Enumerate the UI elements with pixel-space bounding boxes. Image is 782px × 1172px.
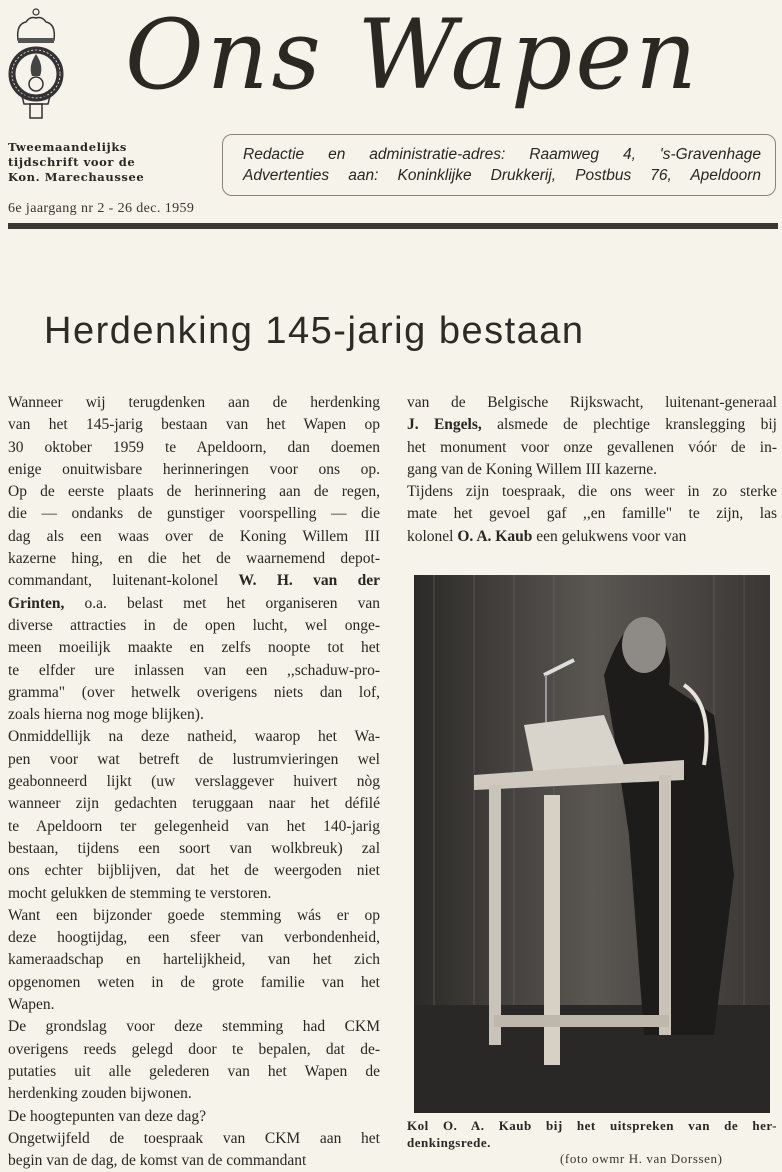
text-line [8, 437, 380, 459]
text-line [407, 414, 777, 436]
text-line [8, 570, 380, 592]
text-segment: gramma" (over hetwelk overigens niets dan lof, [8, 683, 380, 701]
text-line [8, 548, 380, 570]
text-segment: te elfder ure inlassen van een ,,schaduw-pro- [8, 661, 380, 679]
text-line [407, 481, 777, 503]
text-segment: Want een bijzonder goede stemming wás er op [8, 906, 380, 924]
text-segment: commandant, luitenant-kolonel [8, 572, 239, 590]
text-segment: kolonel [407, 527, 458, 545]
photo-credit: (foto owmr H. van Dorssen) [560, 1151, 723, 1166]
text-segment: Onmiddellijk na deze natheid, waarop het Wa- [8, 728, 380, 746]
text-segment: zoals hierna nog moge blijken). [8, 706, 204, 724]
text-segment: mate het gevoel gaf ,,en famille" te zijn, las [407, 505, 777, 523]
text-segment: Wapen. [8, 996, 55, 1014]
text-line [8, 860, 380, 882]
text-line [8, 816, 380, 838]
text-segment: pen voor wat betreft de lustrumvieringen wel [8, 750, 380, 768]
subtitle-line: Kon. Marechaussee [8, 170, 145, 184]
text-line [8, 771, 380, 793]
bold-name: J. Engels, [407, 416, 482, 434]
speaker-photo [414, 575, 770, 1113]
text-segment: kameraadschap en hartelijkheid, van het zich [8, 951, 380, 969]
text-segment: van het 145-jarig bestaan van het Wapen op [8, 416, 380, 434]
text-segment: De grondslag voor deze stemming had CKM [8, 1018, 380, 1036]
text-segment: van de Belgische Rijkswacht, luitenant-generaal [407, 394, 777, 411]
text-line [8, 1039, 380, 1061]
text-segment: Wanneer wij terugdenken aan de herdenking [8, 394, 380, 411]
subtitle-line: tijdschrift voor de [8, 155, 136, 169]
text-segment: enige onuitwisbare herinneringen voor ons op. [8, 460, 380, 478]
text-line [8, 392, 380, 414]
text-line [8, 793, 380, 815]
text-line [8, 927, 380, 949]
text-line [8, 949, 380, 971]
text-line [8, 1150, 380, 1172]
text-segment: een gelukwens voor van [532, 527, 687, 545]
text-line [8, 660, 380, 682]
bold-name: Grinten, [8, 594, 65, 612]
text-line [8, 526, 380, 548]
text-line [8, 593, 380, 615]
text-line [8, 459, 380, 481]
text-line [8, 972, 380, 994]
text-segment: die — ondanks de gunstiger voorspelling — die [8, 505, 380, 523]
text-line [8, 1061, 380, 1083]
text-line [8, 838, 380, 860]
text-line [8, 905, 380, 927]
text-segment: De hoogtepunten van deze dag? [8, 1107, 206, 1125]
text-segment: begin van de dag, de komst van de commandant [8, 1152, 307, 1170]
text-line [407, 392, 777, 414]
text-segment: dag als een waas over de Koning Willem III [8, 527, 380, 545]
address-box [222, 134, 776, 196]
text-line [8, 503, 380, 525]
text-segment: overigens reeds gelegd door te bepalen, dat de- [8, 1040, 380, 1058]
text-line [8, 414, 380, 436]
text-segment: bestaan, tijdens een soort van wolkbreuk) zal [8, 839, 380, 857]
text-segment: opgenomen weten in de grote familie van het [8, 973, 380, 991]
text-segment: o.a. belast met het organiseren van [64, 594, 380, 612]
text-line [8, 637, 380, 659]
text-line [407, 437, 777, 459]
text-line [8, 682, 380, 704]
text-line [8, 994, 380, 1016]
publication-subtitle [8, 140, 208, 185]
text-line [407, 459, 777, 481]
text-segment: Tijdens zijn toespraak, die ons weer in zo sterke [407, 483, 777, 501]
caption-line: denkingsrede. [407, 1135, 491, 1150]
article-title: Herdenking 145-jarig bestaan [44, 310, 585, 352]
text-line [8, 726, 380, 748]
text-line [407, 526, 777, 548]
text-segment: deze hoogtijdag, een sfeer van verbondenheid, [8, 929, 380, 947]
advertising-address: Advertenties aan: Koninklijke Drukkerij, Postbus 76, Apeldoorn [243, 167, 761, 184]
text-line [8, 615, 380, 637]
text-segment: 30 oktober 1959 te Apeldoorn, dan doemen [8, 438, 380, 456]
header-rule [8, 223, 778, 229]
text-segment: Ongetwijfeld de toespraak van CKM aan het [8, 1129, 380, 1147]
text-segment: ons echter bijblijven, dat het de weergoden niet [8, 862, 380, 880]
text-line [8, 1128, 380, 1150]
text-line [8, 1016, 380, 1038]
text-segment: alsmede de plechtige kranslegging bij [481, 416, 777, 434]
text-segment: Op de eerste plaats de herinnering aan de regen, [8, 483, 380, 501]
text-segment: kazerne hing, en die het de waarnemend depot- [8, 550, 380, 568]
subtitle-line: Tweemaandelijks [8, 140, 127, 154]
bold-name: O. A. Kaub [457, 527, 533, 545]
text-segment: te Apeldoorn ter gelegenheid van het 140-jarig [8, 817, 380, 835]
issue-info: 6e jaargang nr 2 - 26 dec. 1959 [8, 201, 195, 216]
text-line [8, 481, 380, 503]
article-right-column [407, 392, 777, 548]
text-segment: mocht gelukken de stemming te verstoren. [8, 884, 272, 902]
editorial-address: Redactie en administratie-adres: Raamweg 4, 's-Gravenhage [243, 146, 761, 163]
text-segment: het monument voor onze gevallenen vóór de in- [407, 438, 777, 456]
text-segment: diverse attracties in de open lucht, wel onge- [8, 616, 380, 634]
text-segment: putaties uit alle gelederen van het Wapen de [8, 1062, 380, 1080]
text-line [8, 883, 380, 905]
text-line [8, 704, 380, 726]
text-line [8, 1083, 380, 1105]
text-segment: geabonneerd lijkt (uw verslaggever huivert nòg [8, 773, 380, 791]
text-line [8, 749, 380, 771]
text-segment: wanneer zijn gedachten teruggaan naar het défilé [8, 795, 380, 813]
article-left-column [8, 392, 380, 1172]
text-segment: gang van de Koning Willem III kazerne. [407, 460, 658, 478]
marechaussee-emblem-logo [8, 4, 64, 120]
caption-line: Kol O. A. Kaub bij het uitspreken van de her- [407, 1118, 777, 1133]
text-line [8, 1106, 380, 1128]
photo-caption [407, 1117, 777, 1151]
text-segment: meen moeilijk maakte en zelfs noopte tot het [8, 639, 380, 657]
text-segment: herdenking zouden bijwonen. [8, 1085, 192, 1103]
masthead-title: Ons Wapen [125, 0, 700, 111]
text-line [407, 503, 777, 525]
bold-name: W. H. van der [238, 572, 380, 590]
